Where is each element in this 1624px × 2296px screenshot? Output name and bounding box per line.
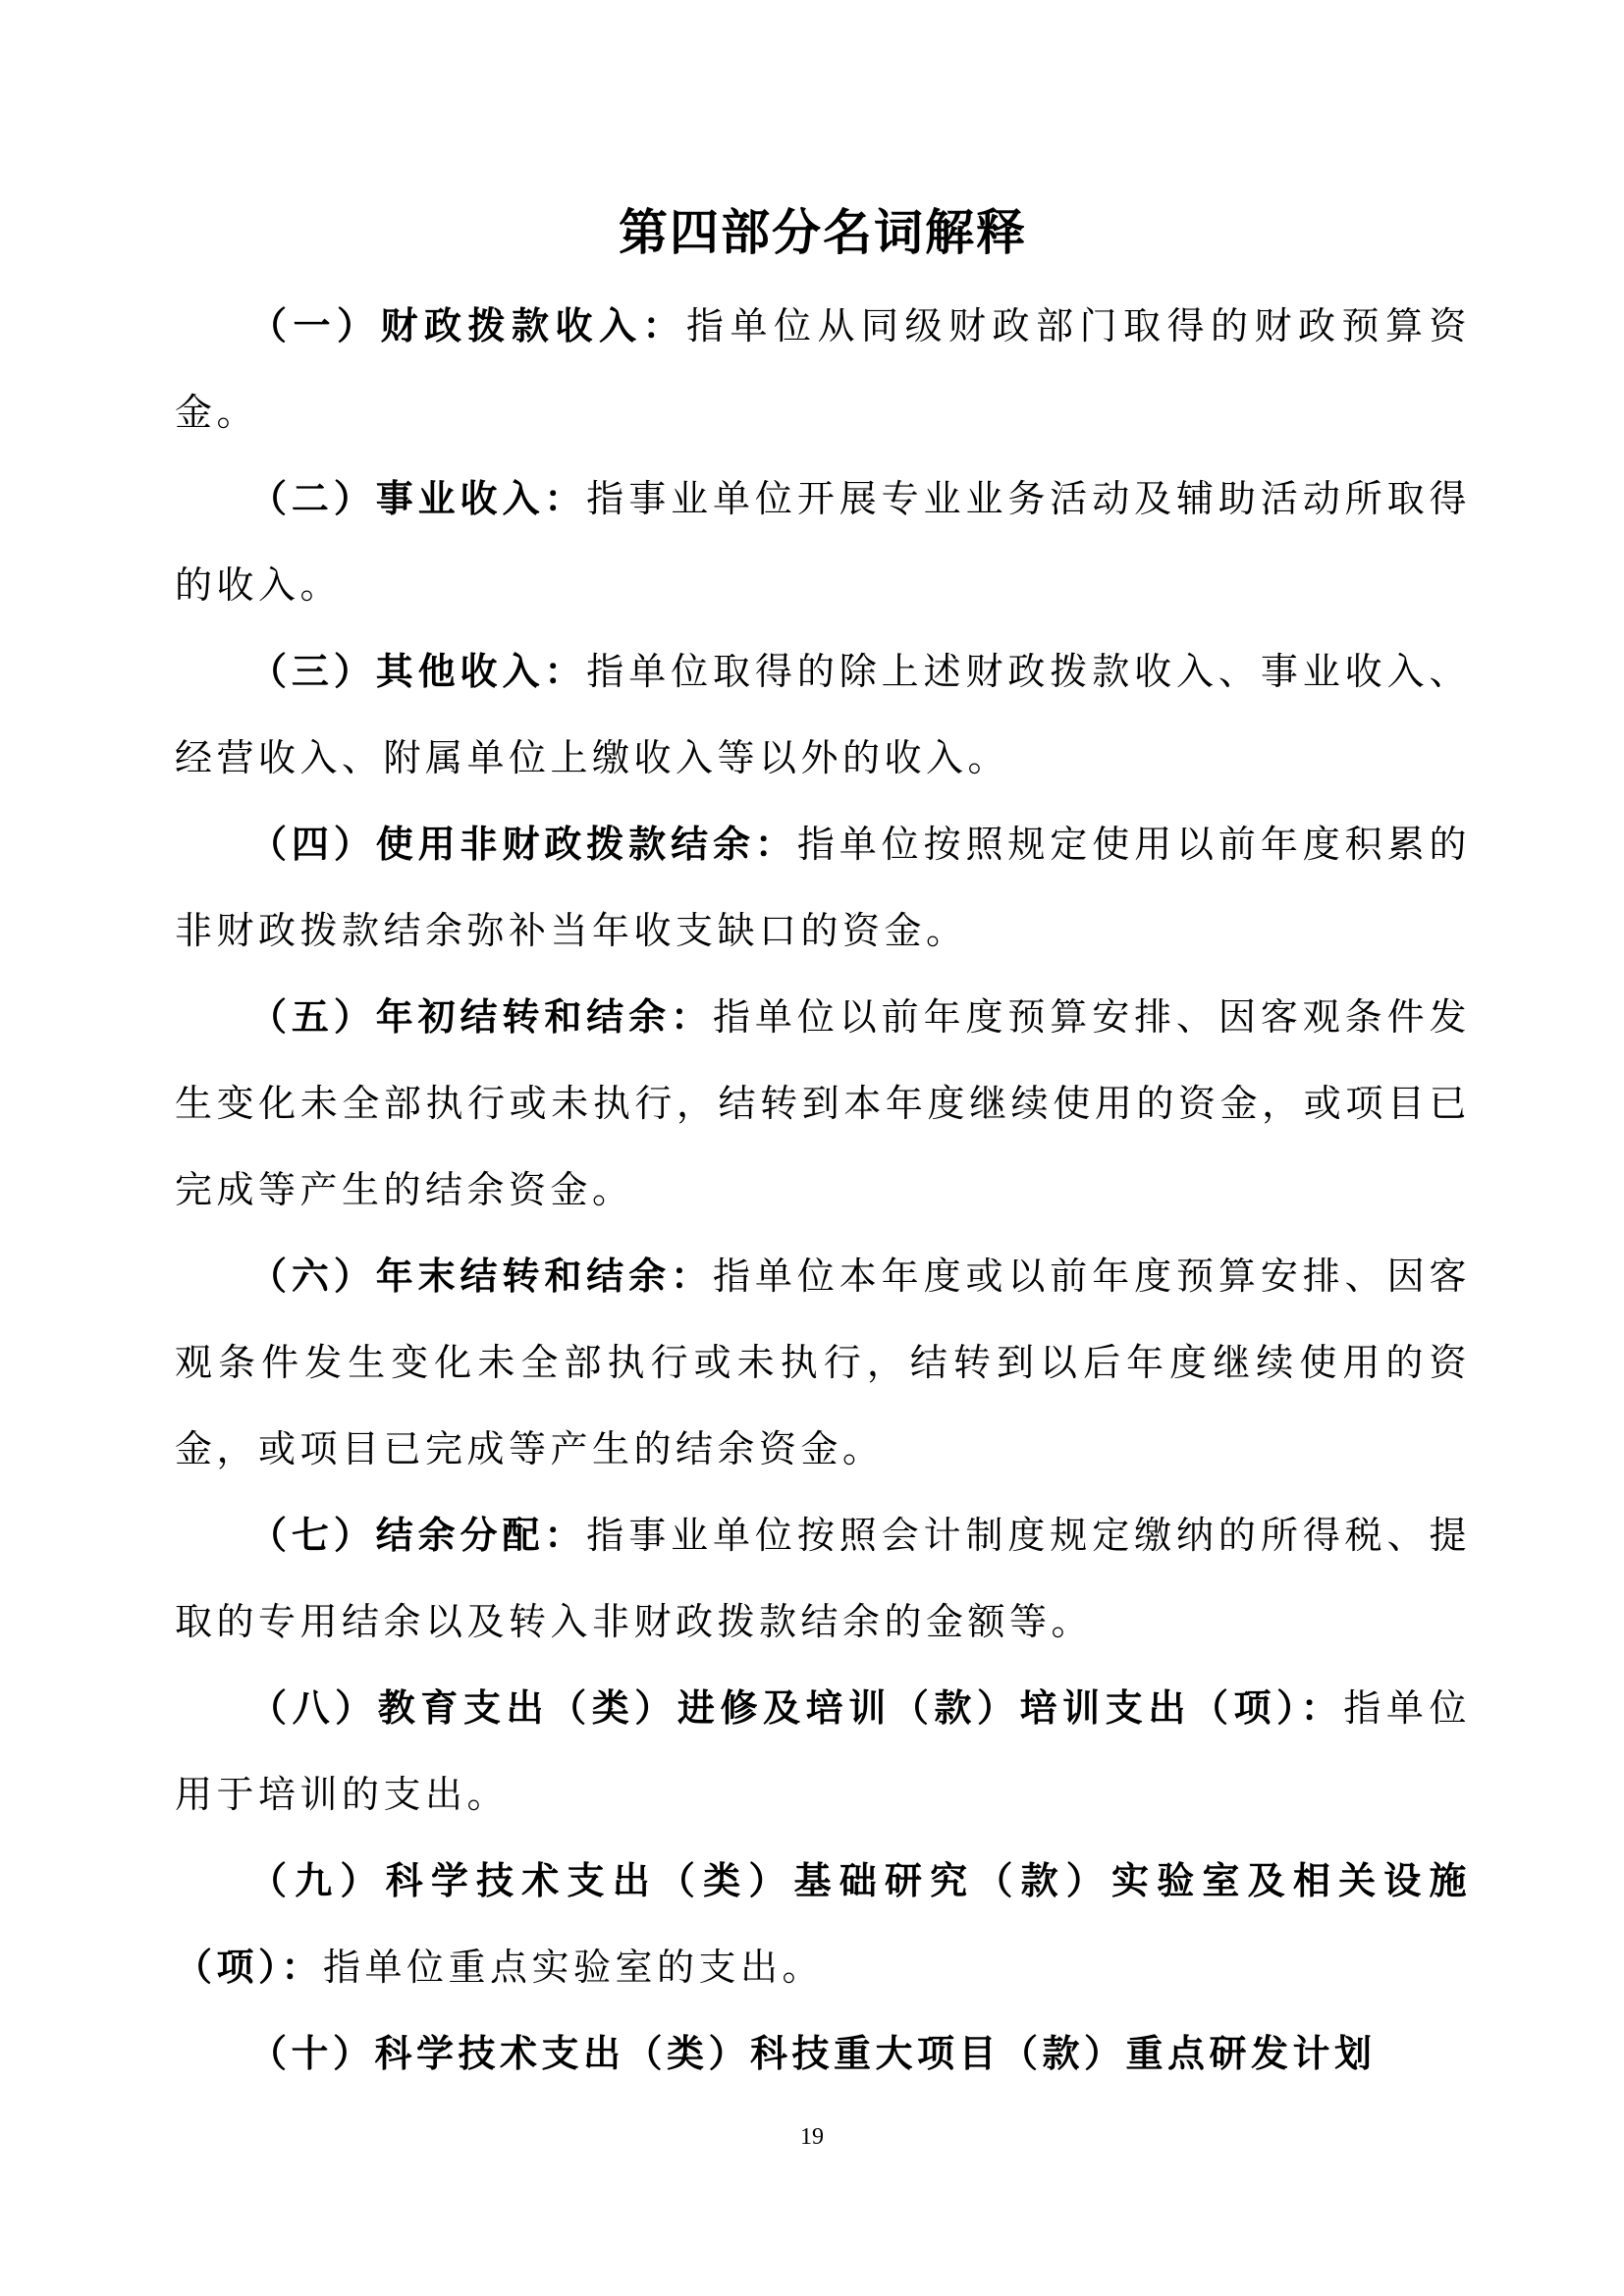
- glossary-entry-9: [175, 1838, 1471, 2010]
- entry-text: 指单位按照规定使用以前年度积累的非财政拨款结余弥补当年收支缺口的资金。: [175, 823, 1471, 952]
- glossary-entry-7: [175, 1492, 1471, 1665]
- document-page: [175, 194, 1471, 2097]
- glossary-entry-3: [175, 628, 1471, 801]
- entry-text: 指单位用于培训的支出。: [175, 1686, 1471, 1816]
- entry-term: （六）年末结转和结余：: [249, 1255, 714, 1298]
- entry-text: 指事业单位按照会计制度规定缴纳的所得税、提取的专用结余以及转入非财政拨款结余的金额等。: [175, 1514, 1471, 1643]
- entry-term: （十）科学技术支出（类）科技重大项目（款）重点研发计划: [249, 2032, 1377, 2075]
- glossary-entry-5: [175, 974, 1471, 1233]
- entry-text: 指事业单位开展专业业务活动及辅助活动所取得的收入。: [175, 477, 1471, 607]
- glossary-entry-8: [175, 1665, 1471, 1838]
- entry-text: 指单位从同级财政部门取得的财政预算资金。: [175, 304, 1471, 434]
- glossary-entry-6: [175, 1233, 1471, 1492]
- entry-term: （四）使用非财政拨款结余：: [249, 823, 797, 866]
- entry-text: 指单位重点实验室的支出。: [323, 1946, 825, 1989]
- entry-term: （二）事业收入：: [249, 477, 587, 520]
- glossary-entry-10: [175, 2010, 1471, 2097]
- entry-term: （九）科学技术支出（类）基础研究（款）实验室及相关设施（项）：: [175, 1859, 1471, 1989]
- entry-term: （五）年初结转和结余：: [249, 995, 714, 1039]
- glossary-entry-4: [175, 801, 1471, 974]
- entry-term: （三）其他收入：: [249, 650, 587, 693]
- glossary-entry-2: [175, 455, 1471, 628]
- entry-text: 指单位本年度或以前年度预算安排、因客观条件发生变化未全部执行或未执行，结转到以后年度继续使用的资金，或项目已完成等产生的结余资金。: [175, 1255, 1471, 1470]
- page-title: 第四部分名词解释: [619, 204, 1027, 261]
- entry-term: （八）教育支出（类）进修及培训（款）培训支出（项）：: [249, 1686, 1344, 1730]
- page-number: 19: [800, 2124, 824, 2150]
- entry-text: 指单位取得的除上述财政拨款收入、事业收入、经营收入、附属单位上缴收入等以外的收入。: [175, 650, 1471, 779]
- entry-term: （七）结余分配：: [249, 1514, 587, 1557]
- entry-term: （一）财政拨款收入：: [249, 304, 686, 347]
- glossary-entry-1: [175, 283, 1471, 455]
- entry-text: 指单位以前年度预算安排、因客观条件发生变化未全部执行或未执行，结转到本年度继续使用的资金，或项目已完成等产生的结余资金。: [175, 995, 1471, 1211]
